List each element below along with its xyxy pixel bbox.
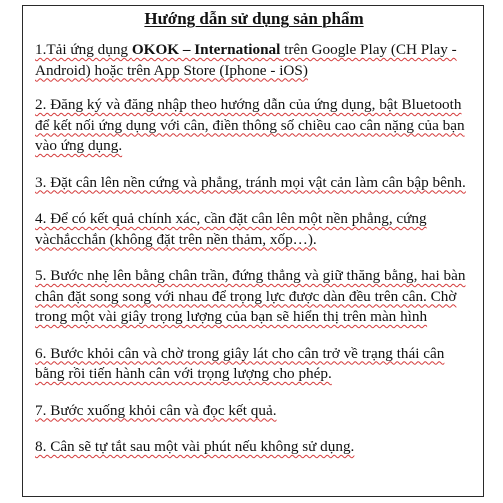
step-5: 5. Bước nhẹ lên bằng chân trần, đứng thẳng và giữ thăng bằng, hai bàn chân đặt song song với nhau để trọng lực được dàn đều trên cân. Chờ trong một vài giây trọng lượng của bạn sẽ hiển thị trên màn hình [35,267,466,325]
document-title [35,8,473,30]
step-1 [35,40,473,81]
step-4: 4. Để có kết quả chính xác, cần đặt cân lên một nền phẳng, cứng vàchắcchắn (không đặt trên nền thảm, xốp…). [35,210,427,248]
document-title-text: Hướng dẫn sử dụng sản phẩm [144,9,364,28]
step-6: 6. Bước khỏi cân và chờ trong giây lát cho cân trở về trạng thái cân bằng rồi tiến hành cân với trọng lượng cho phép. [35,344,445,382]
step-8: 8. Cân sẽ tự tắt sau một vài phút nếu không sử dụng. [35,438,355,455]
step-1-suffix: trên Google Play (CH Play - Android) hoặc trên App Store (Iphone - iOS) [35,41,457,79]
instruction-document [22,5,484,497]
step-1-prefix: 1.Tải ứng dụng [35,41,132,58]
step-1-app-name: OKOK – International [131,41,281,58]
step-2: 2. Đăng ký và đăng nhập theo hướng dẫn của ứng dụng, bật Bluetooth để kết nối ứng dụng với cân, điền thông số chiều cao cân nặng của bạn vào ứng dụng. [35,96,465,154]
step-7: 7. Bước xuống khỏi cân và đọc kết quả. [35,401,277,419]
step-3: 3. Đặt cân lên nền cứng và phẳng, tránh mọi vật cản làm cân bập bênh. [35,173,466,191]
